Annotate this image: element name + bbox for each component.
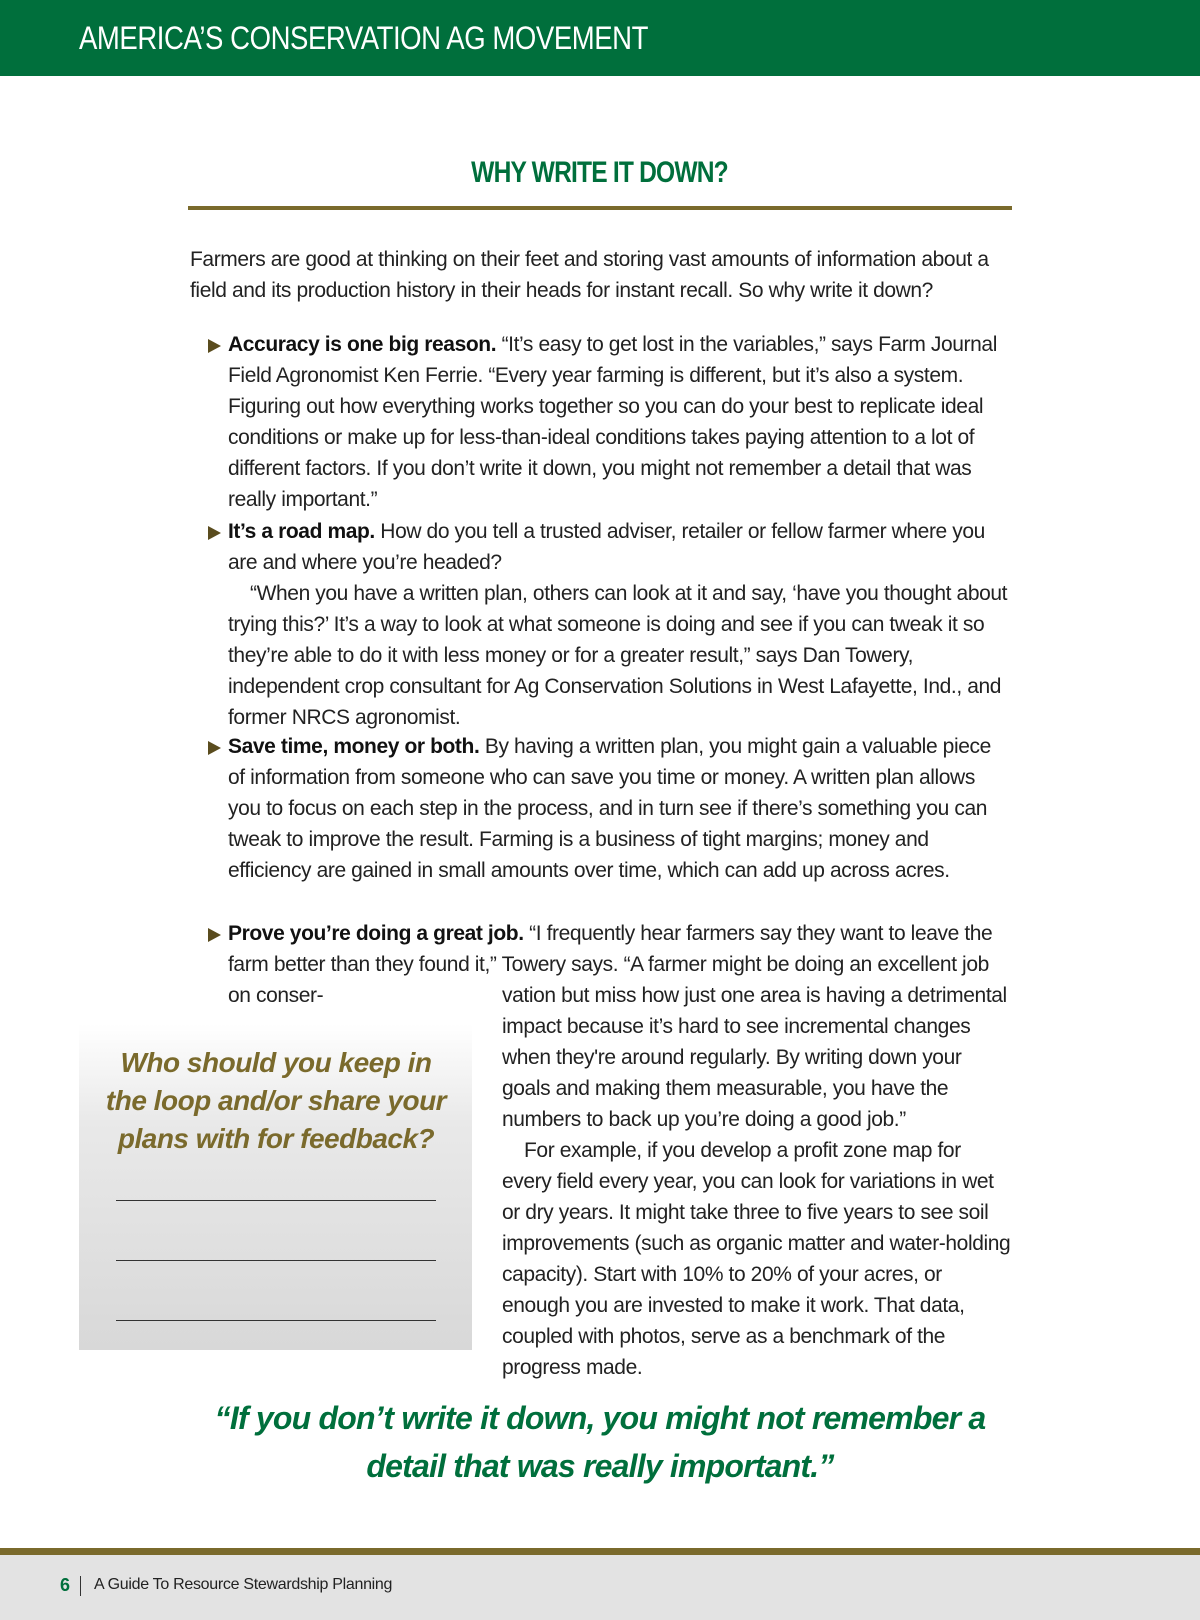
- page-number: 6: [60, 1575, 71, 1595]
- footer: [0, 1555, 1200, 1620]
- header-title: AMERICA’S CONSERVATION AG MOVEMENT: [79, 20, 648, 56]
- bullet-accuracy: [208, 329, 1008, 515]
- bullet-lead: Save time, money or both.: [228, 735, 480, 758]
- bullet-save-time: [208, 731, 1008, 886]
- bullet-continuation: [502, 980, 1012, 1383]
- footer-separator: [80, 1576, 81, 1596]
- bullet-lead: It’s a road map.: [228, 520, 375, 543]
- bullet-road-map: [208, 516, 1008, 733]
- example-paragraph: For example, if you develop a profit zone map for every field every year, you can look for variations in wet or dry years. It might take three to five years to see soil improvements (such as organic matter and water-holding capacity). Start with 10% to 20% of your acres, or enough you are invested to make it work. That data, coupled with photos, serve as a benchmark of the progress made.: [502, 1139, 1011, 1379]
- bullet-lead: Accuracy is one big reason.: [228, 333, 497, 356]
- bullet-text: “I frequently hear farmers say they want to leave the farm better than they found it,” Towery says. “A farmer might be doing an excellent job on conser-: [228, 922, 993, 1007]
- section-title: [188, 156, 1012, 190]
- header-bar: [0, 0, 1200, 76]
- write-in-line[interactable]: [116, 1200, 436, 1201]
- title-rule: [188, 206, 1012, 210]
- bullet-lead: Prove you’re doing a great job.: [228, 922, 524, 945]
- intro-paragraph: Farmers are good at thinking on their feet and storing vast amounts of information about a field and its production history in their heads for instant recall. So why write it down?: [190, 248, 989, 302]
- bullet-quote-paragraph: “When you have a written plan, others can look at it and say, ‘have you thought about trying this?’ It’s a way to look at what someone is doing and see if you can tweak it so they’re able to do it with less money or for a greater result,” says Dan Towery, independent crop consultant for Ag Conservation Solutions in West Lafayette, Ind., and former NRCS agronomist.: [228, 582, 1008, 729]
- bullet-text: How do you tell a trusted adviser, retailer or fellow farmer where you are and where you’re headed?: [228, 520, 985, 574]
- continuation-paragraph: vation but miss how just one area is having a detrimental impact because it’s hard to see incremental changes when they're around regularly. By writing down your goals and making them measurable, you have the numbers to back up you’re doing a good job.”: [502, 984, 1007, 1131]
- write-in-line[interactable]: [116, 1320, 436, 1321]
- footer-rule: [0, 1548, 1200, 1555]
- pull-quote: “If you don’t write it down, you might not remember a detail that was really important.”: [214, 1400, 986, 1484]
- feedback-callout-box: [79, 1024, 472, 1350]
- bullet-body: [228, 516, 1008, 578]
- triangle-bullet-icon: [208, 741, 221, 755]
- publication-title: A Guide To Resource Stewardship Planning: [94, 1576, 393, 1593]
- write-in-line[interactable]: [116, 1260, 436, 1261]
- bullet-text: “It’s easy to get lost in the variables,” says Farm Journal Field Agronomist Ken Ferrie. “Every year farming is different, but it’s also a system. Figuring out how everything works together so you can do your best to replicate ideal conditions or make up for less-than-ideal conditions takes paying attention to a lot of different factors. If you don’t write it down, you might not remember a detail that was really important.”: [228, 333, 997, 511]
- callout-question: Who should you keep in the loop and/or share your plans with for feedback?: [105, 1047, 447, 1154]
- bullet-text: By having a written plan, you might gain a valuable piece of information from someone who can save you time or money. A written plan allows you to focus on each step in the process, and in turn see if there’s something you can tweak to improve the result. Farming is a business of tight margins; money and efficiency are gained in small amounts over time, which can add up across acres.: [228, 735, 991, 882]
- triangle-bullet-icon: [208, 339, 221, 353]
- triangle-bullet-icon: [208, 526, 221, 540]
- bullet-body: [228, 731, 1008, 886]
- triangle-bullet-icon: [208, 928, 221, 942]
- bullet-body: [228, 329, 1008, 515]
- section-title-text: WHY WRITE IT DOWN?: [471, 156, 729, 189]
